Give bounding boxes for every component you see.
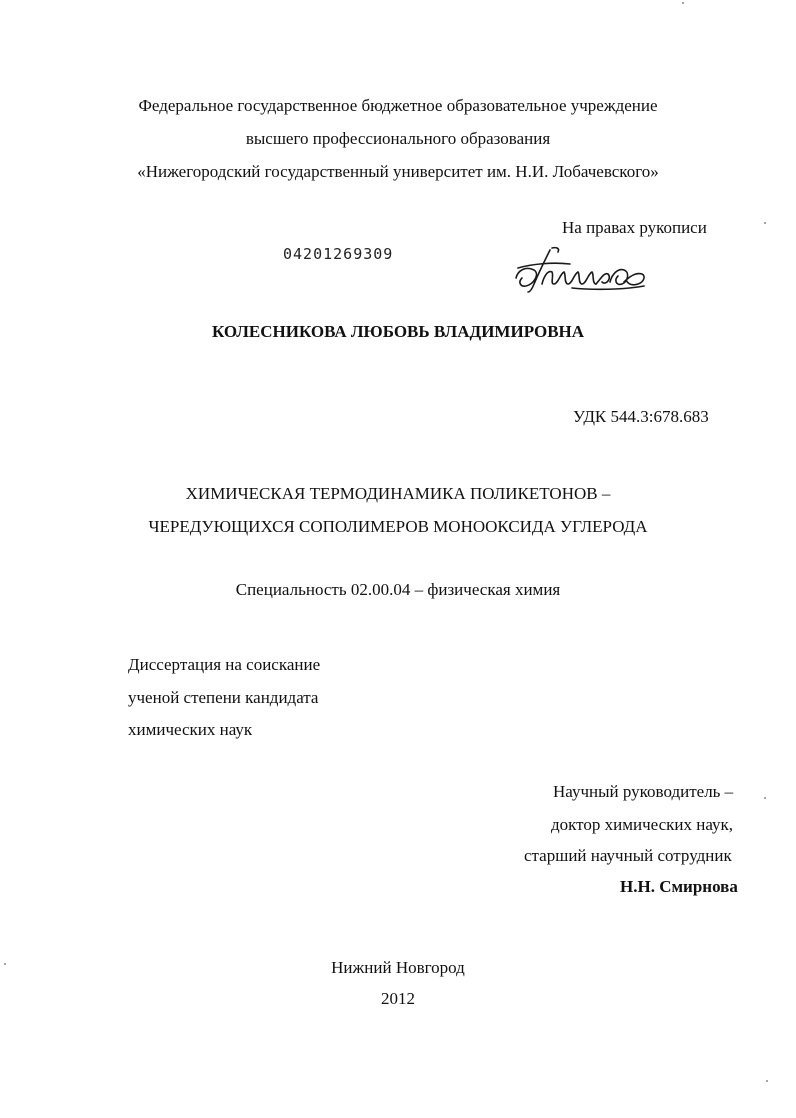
dissertation-line-1: Диссертация на соискание	[128, 655, 321, 674]
scan-speck	[682, 2, 684, 4]
dissertation-line-2: ученой степени кандидата	[128, 688, 319, 707]
registration-number: 04201269309	[283, 245, 394, 263]
signature-image	[512, 244, 650, 296]
thesis-title-line-2: ЧЕРЕДУЮЩИХСЯ СОПОЛИМЕРОВ МОНООКСИДА УГЛЕРОДА	[148, 517, 648, 536]
scan-speck	[766, 1080, 768, 1082]
supervisor-line-1: Научный руководитель –	[553, 782, 734, 801]
scan-speck	[764, 797, 766, 799]
city: Нижний Новгород	[331, 958, 465, 977]
thesis-title-line-1: ХИМИЧЕСКАЯ ТЕРМОДИНАМИКА ПОЛИКЕТОНОВ –	[185, 484, 611, 503]
supervisor-line-2: доктор химических наук,	[551, 815, 734, 834]
year: 2012	[381, 989, 415, 1008]
institution-line-3: «Нижегородский государственный университет им. Н.И. Лобачевского»	[137, 162, 659, 181]
scan-speck	[764, 222, 766, 224]
author-name: КОЛЕСНИКОВА ЛЮБОВЬ ВЛАДИМИРОВНА	[211, 322, 585, 341]
supervisor-name: Н.Н. Смирнова	[620, 877, 738, 896]
institution-line-2: высшего профессионального образования	[245, 129, 551, 148]
specialty: Специальность 02.00.04 – физическая химия	[235, 580, 561, 599]
supervisor-line-3: старший научный сотрудник	[524, 846, 732, 865]
institution-line-1: Федеральное государственное бюджетное образовательное учреждение	[138, 96, 658, 115]
dissertation-line-3: химических наук	[128, 720, 253, 739]
scan-speck	[4, 963, 6, 965]
udk-code: УДК 544.3:678.683	[573, 407, 709, 426]
manuscript-note: На правах рукописи	[562, 218, 707, 237]
